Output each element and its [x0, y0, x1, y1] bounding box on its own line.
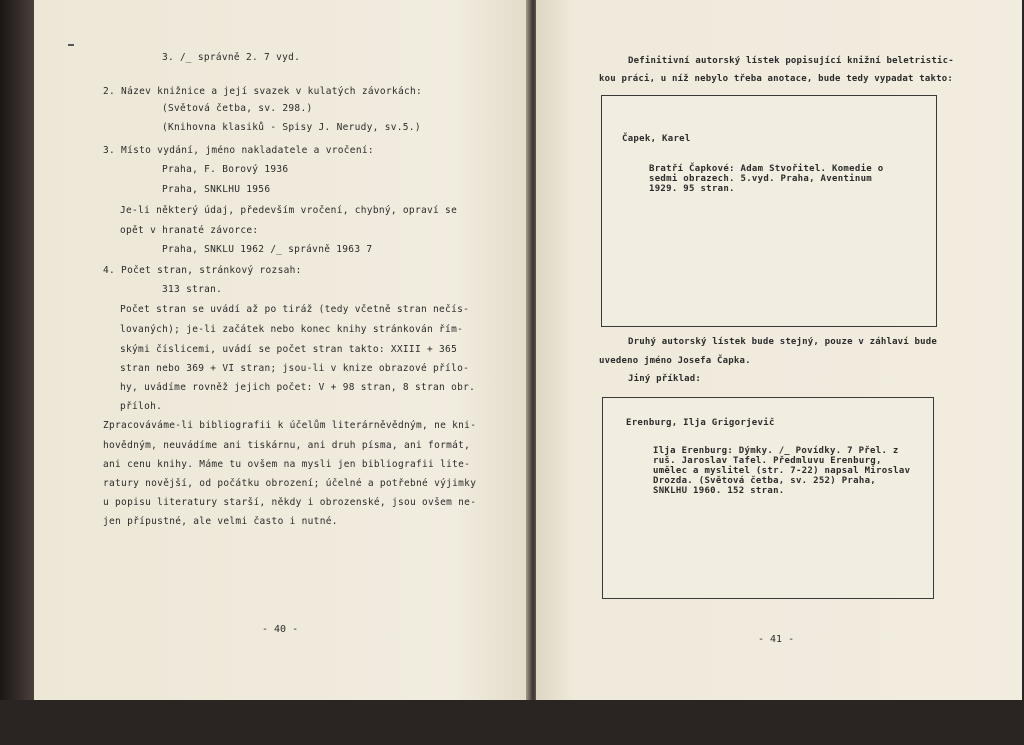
- page-mark: [68, 44, 74, 46]
- text-line: u popisu literatury starší, někdy i obrozenské, jsou ovšem ne-: [103, 497, 477, 508]
- card-line: 1929. 95 stran.: [649, 184, 735, 194]
- card-line: umělec a myslitel (str. 7-22) napsal Miroslav: [653, 466, 911, 476]
- card-heading: Čapek, Karel: [622, 134, 691, 144]
- text-line: Zpracováváme-li bibliografii k účelům literárněvědným, ne kni-: [103, 420, 477, 431]
- text-line: Druhý autorský lístek bude stejný, pouze v záhlaví bude: [628, 337, 938, 347]
- text-line: lovaných); je-li začátek nebo konec knihy stránkován řím-: [120, 324, 464, 335]
- background: [0, 700, 1024, 745]
- text-line: stran nebo 369 + VI stran; jsou-li v knize obrazové přílo-: [120, 363, 470, 374]
- text-line: Praha, SNKLHU 1956: [162, 184, 271, 195]
- text-line: (Světová četba, sv. 298.): [162, 103, 313, 114]
- card-line: SNKLHU 1960. 152 stran.: [653, 486, 785, 496]
- intro-line: Definitivní autorský lístek popisující knižní beletristic-: [628, 56, 954, 66]
- text-line: Praha, SNKLU 1962 /̲ správně 1963 7: [162, 244, 373, 255]
- text-line: Jiný příklad:: [628, 374, 702, 384]
- text-line: (Knihovna klasiků - Spisy J. Nerudy, sv.5.): [162, 122, 421, 133]
- text-line: 313 stran.: [162, 284, 223, 295]
- page-number: - 40 -: [262, 624, 299, 635]
- card-line: sedmi obrazech. 5.vyd. Praha, Aventinum: [649, 174, 873, 184]
- card-line: Ilja Erenburg: Dýmky. /̲ Povídky. 7 Přel. z: [653, 446, 899, 456]
- text-line: Praha, F. Borový 1936: [162, 164, 289, 175]
- text-line: Počet stran se uvádí až po tiráž (tedy včetně stran nečís-: [120, 304, 470, 315]
- text-line: 4. Počet stran, stránkový rozsah:: [103, 265, 302, 276]
- text-line: skými číslicemi, uvádí se počet stran takto: XXIII + 365: [120, 344, 458, 355]
- text-line: 3. Místo vydání, jméno nakladatele a vročení:: [103, 145, 374, 156]
- card-line: Drozda. (Světová četba, sv. 252) Praha,: [653, 476, 877, 486]
- text-line: jen přípustné, ale velmi často i nutné.: [103, 516, 338, 527]
- text-line: hovědným, neuvádíme ani tiskárnu, ani druh písma, ani formát,: [103, 440, 471, 451]
- text-line: 2. Název knižnice a její svazek v kulatých závorkách:: [103, 86, 423, 97]
- card-line: ruš. Jaroslav Tafel. Předmluvu Erenburg,: [653, 456, 882, 466]
- text-line: uvedeno jméno Josefa Čapka.: [599, 356, 751, 366]
- text-line: příloh.: [120, 401, 163, 412]
- text-line: 3. /̲ správně 2. 7 vyd.: [162, 52, 301, 63]
- text-line: ratury novější, od počátku obrození; účelné a potřebné výjimky: [103, 478, 477, 489]
- text-line: hy, uvádíme rovněž jejich počet: V + 98 stran, 8 stran obr.: [120, 382, 476, 393]
- book-binding: [0, 0, 34, 745]
- card-heading: Erenburg, Ilja Grigorjevič: [626, 418, 775, 428]
- catalog-card: [601, 95, 937, 327]
- text-line: ani cenu knihy. Máme tu ovšem na mysli jen bibliografii lite-: [103, 459, 471, 470]
- page-number: - 41 -: [758, 634, 795, 645]
- card-line: Bratří Čapkové: Adam Stvořitel. Komedie o: [649, 164, 884, 174]
- catalog-card: [602, 397, 934, 599]
- intro-line: kou práci, u níž nebylo třeba anotace, bude tedy vypadat takto:: [599, 74, 953, 84]
- text-line: opět v hranaté závorce:: [120, 225, 259, 236]
- text-line: Je-li některý údaj, především vročení, chybný, opraví se: [120, 205, 458, 216]
